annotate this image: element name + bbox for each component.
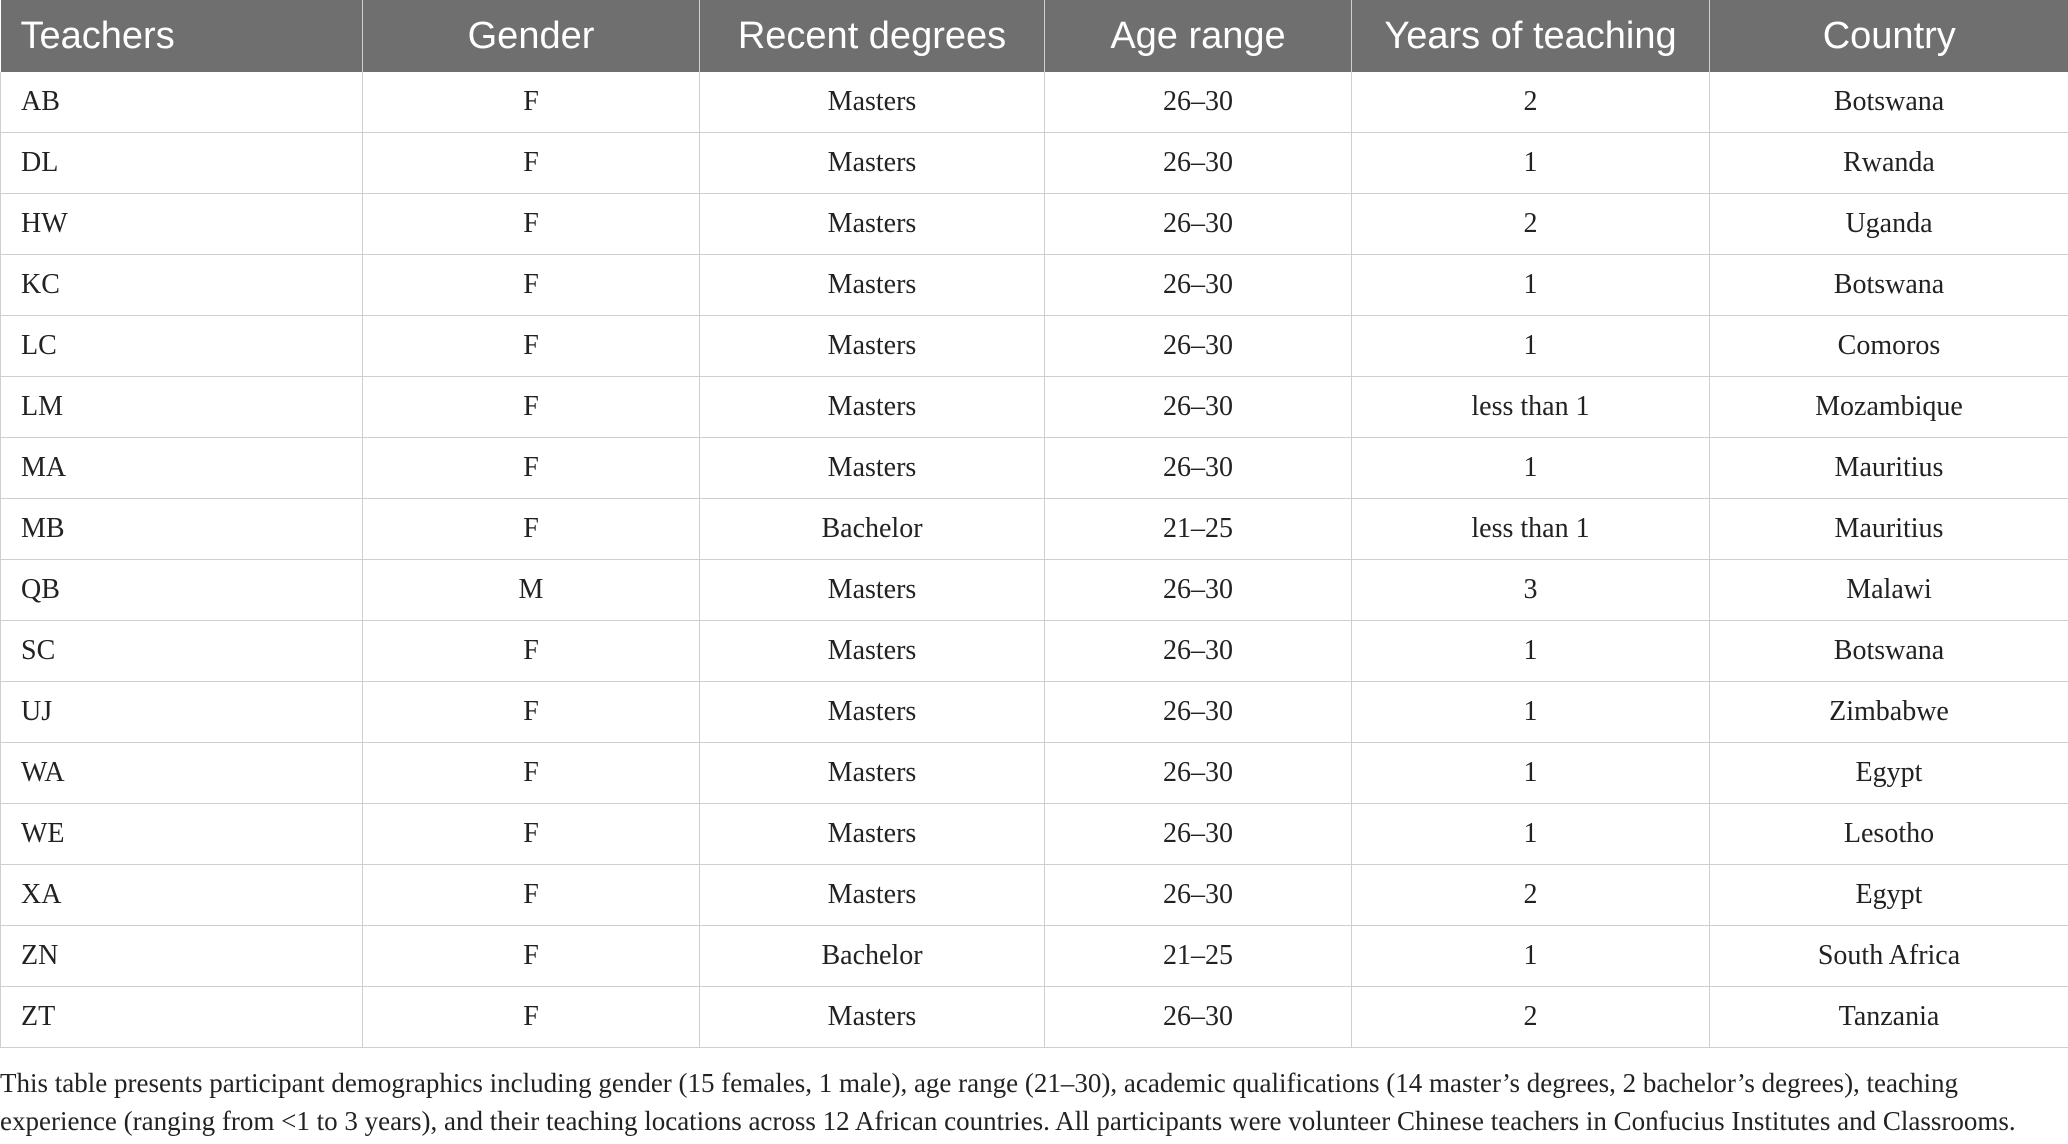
table-row: [1, 987, 2068, 1048]
header-country: Country: [1710, 0, 2068, 72]
cell-country: Mauritius: [1710, 438, 2068, 499]
cell-gender: F: [363, 133, 700, 194]
cell-gender: M: [363, 560, 700, 621]
cell-country: Uganda: [1710, 194, 2068, 255]
cell-years-teaching: 1: [1352, 133, 1710, 194]
cell-country: Botswana: [1710, 255, 2068, 316]
cell-years-teaching: 1: [1352, 743, 1710, 804]
cell-years-teaching: 1: [1352, 804, 1710, 865]
cell-age-range: 26–30: [1045, 438, 1352, 499]
cell-age-range: 26–30: [1045, 194, 1352, 255]
cell-age-range: 26–30: [1045, 255, 1352, 316]
cell-degree: Masters: [700, 621, 1045, 682]
table-body: [1, 72, 2068, 1048]
header-gender: Gender: [363, 0, 700, 72]
cell-teacher: MB: [1, 499, 363, 560]
table-row: [1, 560, 2068, 621]
cell-degree: Masters: [700, 316, 1045, 377]
cell-teacher: DL: [1, 133, 363, 194]
cell-country: Mozambique: [1710, 377, 2068, 438]
cell-years-teaching: less than 1: [1352, 499, 1710, 560]
cell-degree: Masters: [700, 72, 1045, 133]
cell-degree: Masters: [700, 804, 1045, 865]
cell-degree: Masters: [700, 682, 1045, 743]
cell-teacher: MA: [1, 438, 363, 499]
cell-teacher: AB: [1, 72, 363, 133]
cell-country: Egypt: [1710, 743, 2068, 804]
cell-teacher: HW: [1, 194, 363, 255]
cell-gender: F: [363, 987, 700, 1048]
cell-age-range: 21–25: [1045, 499, 1352, 560]
cell-country: Comoros: [1710, 316, 2068, 377]
cell-degree: Masters: [700, 438, 1045, 499]
cell-degree: Masters: [700, 987, 1045, 1048]
cell-degree: Masters: [700, 865, 1045, 926]
table-caption: This table presents participant demographics including gender (15 females, 1 male), age range (21–30), academic qualifications (14 master’s degrees, 2 bachelor’s degrees), teaching experience (ranging from <1 to 3 years), and their teaching locations across 12 African countries. All participants were volunteer Chinese teachers in Confucius Institutes and Classrooms.: [0, 1068, 2016, 1136]
cell-gender: F: [363, 865, 700, 926]
cell-years-teaching: 1: [1352, 682, 1710, 743]
cell-age-range: 26–30: [1045, 377, 1352, 438]
header-row: [1, 0, 2068, 72]
cell-gender: F: [363, 682, 700, 743]
table-row: [1, 804, 2068, 865]
cell-years-teaching: 2: [1352, 194, 1710, 255]
cell-gender: F: [363, 438, 700, 499]
header-teachers: Teachers: [1, 0, 363, 72]
cell-age-range: 26–30: [1045, 316, 1352, 377]
cell-country: Mauritius: [1710, 499, 2068, 560]
cell-teacher: LC: [1, 316, 363, 377]
cell-country: Egypt: [1710, 865, 2068, 926]
cell-gender: F: [363, 926, 700, 987]
cell-gender: F: [363, 316, 700, 377]
cell-age-range: 21–25: [1045, 926, 1352, 987]
cell-age-range: 26–30: [1045, 743, 1352, 804]
cell-degree: Masters: [700, 255, 1045, 316]
cell-years-teaching: less than 1: [1352, 377, 1710, 438]
cell-teacher: UJ: [1, 682, 363, 743]
cell-degree: Masters: [700, 560, 1045, 621]
table-row: [1, 926, 2068, 987]
cell-teacher: WE: [1, 804, 363, 865]
cell-gender: F: [363, 804, 700, 865]
cell-age-range: 26–30: [1045, 72, 1352, 133]
cell-age-range: 26–30: [1045, 133, 1352, 194]
table-header: [1, 0, 2068, 72]
cell-country: Zimbabwe: [1710, 682, 2068, 743]
cell-country: Botswana: [1710, 621, 2068, 682]
cell-teacher: SC: [1, 621, 363, 682]
table-row: [1, 682, 2068, 743]
table-row: [1, 865, 2068, 926]
cell-teacher: XA: [1, 865, 363, 926]
cell-teacher: KC: [1, 255, 363, 316]
cell-years-teaching: 2: [1352, 865, 1710, 926]
cell-country: Malawi: [1710, 560, 2068, 621]
cell-years-teaching: 2: [1352, 72, 1710, 133]
cell-degree: Masters: [700, 743, 1045, 804]
table-row: [1, 621, 2068, 682]
table-row: [1, 194, 2068, 255]
cell-gender: F: [363, 621, 700, 682]
cell-degree: Bachelor: [700, 926, 1045, 987]
header-age-range: Age range: [1045, 0, 1352, 72]
table-row: [1, 743, 2068, 804]
table-row: [1, 133, 2068, 194]
cell-teacher: WA: [1, 743, 363, 804]
cell-years-teaching: 2: [1352, 987, 1710, 1048]
table-row: [1, 72, 2068, 133]
cell-country: Rwanda: [1710, 133, 2068, 194]
cell-country: Lesotho: [1710, 804, 2068, 865]
cell-age-range: 26–30: [1045, 621, 1352, 682]
cell-years-teaching: 1: [1352, 621, 1710, 682]
cell-age-range: 26–30: [1045, 987, 1352, 1048]
cell-age-range: 26–30: [1045, 560, 1352, 621]
cell-years-teaching: 1: [1352, 316, 1710, 377]
cell-country: Botswana: [1710, 72, 2068, 133]
cell-country: Tanzania: [1710, 987, 2068, 1048]
cell-gender: F: [363, 255, 700, 316]
cell-teacher: ZT: [1, 987, 363, 1048]
cell-gender: F: [363, 72, 700, 133]
cell-years-teaching: 3: [1352, 560, 1710, 621]
cell-degree: Masters: [700, 194, 1045, 255]
cell-teacher: ZN: [1, 926, 363, 987]
cell-country: South Africa: [1710, 926, 2068, 987]
table-row: [1, 438, 2068, 499]
cell-age-range: 26–30: [1045, 682, 1352, 743]
cell-degree: Masters: [700, 133, 1045, 194]
cell-gender: F: [363, 499, 700, 560]
cell-teacher: LM: [1, 377, 363, 438]
cell-degree: Bachelor: [700, 499, 1045, 560]
table-row: [1, 377, 2068, 438]
cell-gender: F: [363, 743, 700, 804]
cell-years-teaching: 1: [1352, 926, 1710, 987]
cell-age-range: 26–30: [1045, 865, 1352, 926]
cell-years-teaching: 1: [1352, 438, 1710, 499]
cell-age-range: 26–30: [1045, 804, 1352, 865]
header-years-of-teaching: Years of teaching: [1352, 0, 1710, 72]
table-row: [1, 316, 2068, 377]
cell-gender: F: [363, 377, 700, 438]
table-row: [1, 255, 2068, 316]
cell-gender: F: [363, 194, 700, 255]
cell-teacher: QB: [1, 560, 363, 621]
table-row: [1, 499, 2068, 560]
cell-years-teaching: 1: [1352, 255, 1710, 316]
header-recent-degrees: Recent degrees: [700, 0, 1045, 72]
cell-degree: Masters: [700, 377, 1045, 438]
